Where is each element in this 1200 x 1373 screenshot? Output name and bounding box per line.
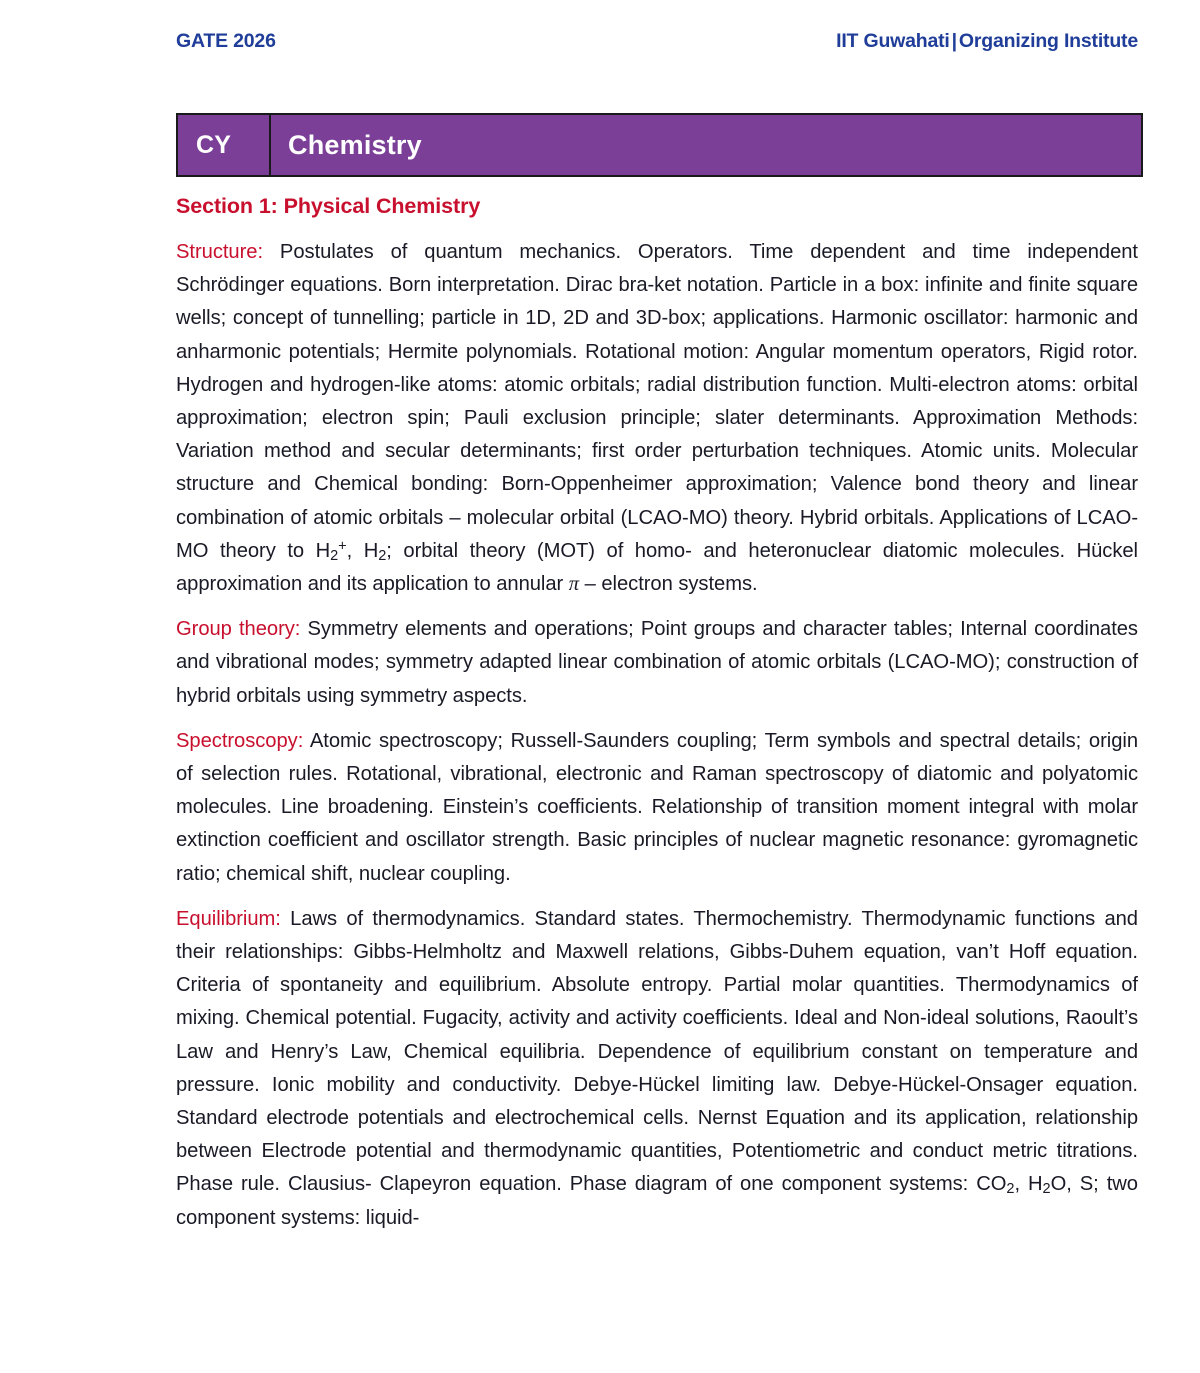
subject-name-label: Chemistry xyxy=(288,129,422,160)
section-heading: Section 1: Physical Chemistry xyxy=(176,194,481,218)
formula-h2o-subscript: 2 xyxy=(1042,1181,1051,1198)
subject-code-cell xyxy=(178,115,271,175)
topic-label-equilibrium: Equilibrium: xyxy=(176,907,281,930)
subject-code-banner xyxy=(176,113,1143,177)
syllabus-body xyxy=(176,236,1138,1235)
header-institute-name: IIT Guwahati xyxy=(836,30,950,52)
formula-co2-subscript: 2 xyxy=(1006,1181,1015,1198)
topic-text-group-theory: Symmetry elements and operations; Point groups and character tables; Internal coordinates and vibrational modes; symmetry adapted linear combination of atomic orbitals (LCAO-MO); construction of hybrid orbitals using symmetry aspects. xyxy=(176,618,1138,707)
topic-label-spectroscopy: Spectroscopy: xyxy=(176,729,304,752)
header-exam-name: GATE 2026 xyxy=(176,30,276,52)
paragraph-spectroscopy xyxy=(176,725,1138,891)
subject-name-cell xyxy=(271,115,1141,175)
topic-text-structure-part3: ; orbital theory (MOT) of homo- and heteronuclear diatomic molecules. Hückel approximation and its application to annular xyxy=(176,539,1138,596)
formula-h2plus-subscript: 2 xyxy=(330,548,339,565)
pi-symbol: π xyxy=(568,573,580,596)
formula-h2plus-superscript: + xyxy=(338,538,347,555)
paragraph-structure xyxy=(176,236,1138,601)
topic-text-spectroscopy: Atomic spectroscopy; Russell-Saunders coupling; Term symbols and spectral details; origin of selection rules. Rotational, vibrational, electronic and Raman spectroscopy of diatomic and polyatomic molecules. Line broadening. Einstein’s coefficients. Relationship of transition moment integral with molar extinction coefficient and oscillator strength. Basic principles of nuclear magnetic resonance: gyromagnetic ratio; chemical shift, nuclear coupling. xyxy=(176,729,1138,885)
formula-h2-subscript: 2 xyxy=(378,548,387,565)
topic-text-structure-part2: , H xyxy=(346,539,379,562)
topic-text-structure-part4: – electron systems. xyxy=(579,573,758,596)
header-institute xyxy=(836,30,1138,53)
document-header xyxy=(176,30,1138,53)
topic-label-structure: Structure: xyxy=(176,241,264,263)
paragraph-equilibrium xyxy=(176,903,1138,1235)
header-institute-role: Organizing Institute xyxy=(958,30,1138,52)
header-separator: | xyxy=(951,30,957,52)
topic-text-equilibrium-part2: , H xyxy=(1014,1173,1043,1196)
subject-code-label: CY xyxy=(196,130,232,159)
paragraph-group-theory xyxy=(176,613,1138,713)
topic-text-structure-part1: Postulates of quantum mechanics. Operators. Time dependent and time independent Schrödinger equations. Born interpretation. Dirac bra-ket notation. Particle in a box: infinite and finite square wells; concept of tunnelling; particle in 1D, 2D and 3D-box; applications. Harmonic oscillator: harmonic and anharmonic potentials; Hermite polynomials. Rotational motion: Angular momentum operators, Rigid rotor. Hydrogen and hydrogen-like atoms: atomic orbitals; radial distribution function. Multi-electron atoms: orbital approximation; electron spin; Pauli exclusion principle; slater determinants. Approximation Methods: Variation method and secular determinants; first order perturbation techniques. Atomic units. Molecular structure and Chemical bonding: Born-Oppenheimer approximation; Valence bond theory and linear combination of atomic orbitals – molecular orbital (LCAO-MO) theory. Hybrid orbitals. Applications of LCAO-MO theory to H xyxy=(176,241,1138,562)
topic-label-group-theory: Group theory: xyxy=(176,618,301,641)
topic-text-equilibrium-part1: Laws of thermodynamics. Standard states. Thermochemistry. Thermodynamic functions and their relationships: Gibbs-Helmholtz and Maxwell relations, Gibbs-Duhem equation, van’t Hoff equation. Criteria of spontaneity and equilibrium. Absolute entropy. Partial molar quantities. Thermodynamics of mixing. Chemical potential. Fugacity, activity and activity coefficients. Ideal and Non-ideal solutions, Raoult’s Law and Henry’s Law, Chemical equilibria. Dependence of equilibrium constant on temperature and pressure. Ionic mobility and conductivity. Debye-Hückel limiting law. Debye-Hückel-Onsager equation. Standard electrode potentials and electrochemical cells. Nernst Equation and its application, relationship between Electrode potential and thermodynamic quantities, Potentiometric and conduct metric titrations. Phase rule. Clausius- Clapeyron equation. Phase diagram of one component systems: CO xyxy=(176,907,1138,1196)
topic-text-equilibrium-part3: O, S; two component systems: liquid- xyxy=(176,1173,1138,1229)
